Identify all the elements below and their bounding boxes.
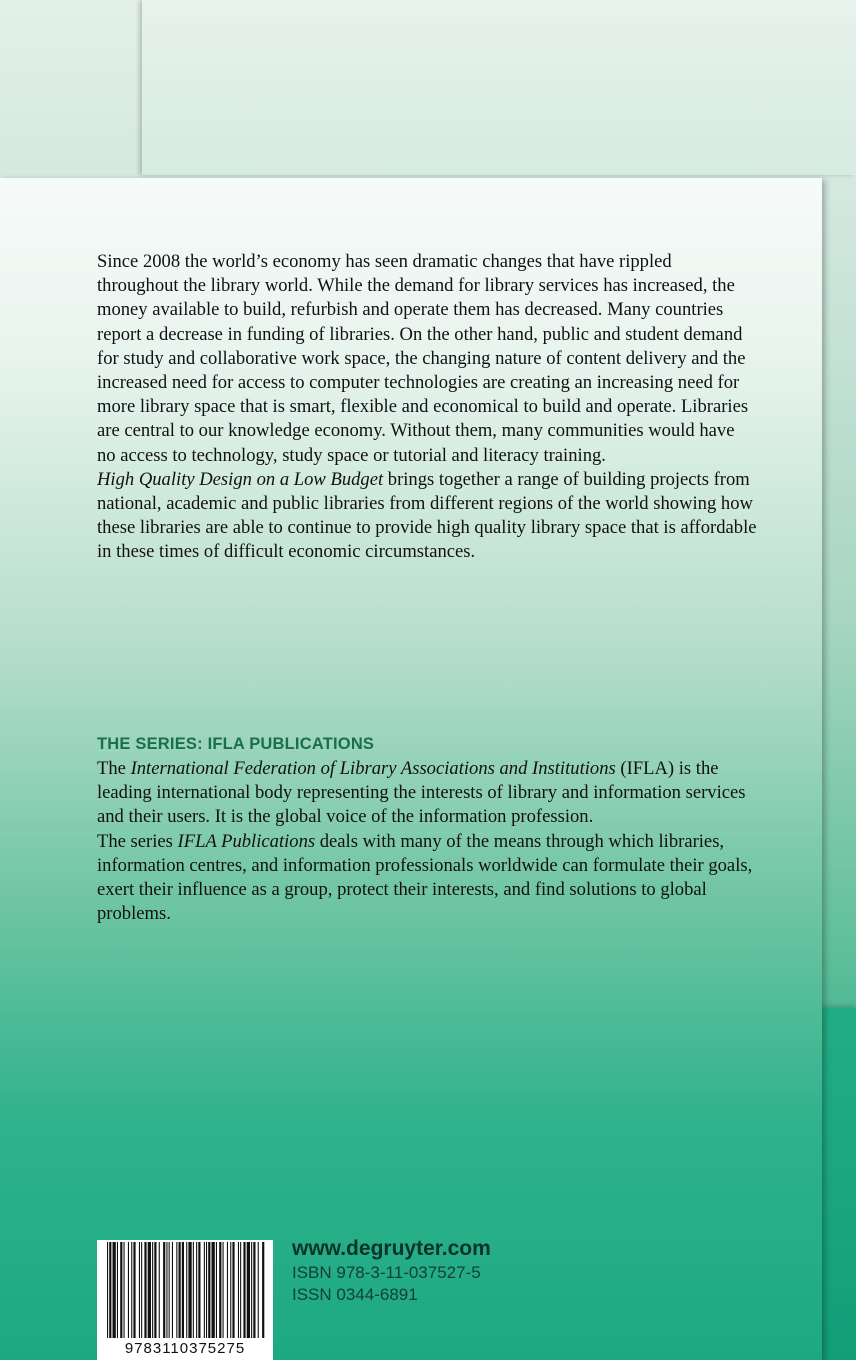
- barcode-bar: [139, 1242, 140, 1338]
- series-p2-rest: deals with many of the means through which libraries, information centres, and information professionals worldwide can formulate their goals, exert their influence as a group, protect their interests, and find solutions to global problems.: [97, 830, 753, 925]
- barcode-bar: [196, 1242, 197, 1338]
- barcode-bar: [193, 1242, 194, 1338]
- series-heading: THE SERIES: IFLA PUBLICATIONS: [97, 735, 375, 753]
- barcode-bar: [247, 1242, 250, 1338]
- blurb-paragraph-2: [97, 468, 757, 565]
- barcode-bar: [212, 1242, 215, 1338]
- barcode-bar: [154, 1242, 156, 1338]
- barcode-bar: [152, 1242, 153, 1338]
- barcode-bar: [240, 1242, 241, 1338]
- barcode-bar: [169, 1242, 170, 1338]
- barcode-bar: [109, 1242, 111, 1338]
- book-blurb: [97, 250, 757, 565]
- barcode-bar: [166, 1242, 167, 1338]
- barcode-bar: [131, 1242, 132, 1338]
- barcode-bar: [188, 1242, 191, 1338]
- barcode-bar: [253, 1242, 255, 1338]
- publisher-website-link[interactable]: www.degruyter.com: [292, 1237, 491, 1260]
- barcode-bar: [243, 1242, 245, 1338]
- barcode-digits: 9783110375275: [124, 1340, 246, 1357]
- barcode-bar: [144, 1242, 146, 1338]
- book-title: High Quality Design on a Low Budget: [97, 468, 384, 490]
- barcode-bar: [148, 1242, 151, 1338]
- series-p1-rest: (IFLA) is the leading international body representing the interests of library and information services and their users. It is the global voice of the information profession.: [97, 758, 746, 828]
- barcode-bar: [163, 1242, 165, 1338]
- barcode-bar: [230, 1242, 231, 1338]
- barcode-bar: [262, 1242, 264, 1338]
- isbn-number: ISBN 978-3-11-037527-5: [292, 1263, 481, 1282]
- barcode-bar: [219, 1242, 221, 1338]
- barcode-bar: [124, 1242, 125, 1338]
- barcode-bar: [176, 1242, 177, 1338]
- barcode-bar: [223, 1242, 224, 1338]
- barcode-bar: [198, 1242, 200, 1338]
- barcode-bars: [97, 1240, 273, 1340]
- background-sheet-right: [822, 1008, 856, 1360]
- barcode-bar: [179, 1242, 181, 1338]
- series-section: [97, 732, 757, 926]
- barcode-bar: [258, 1242, 259, 1338]
- series-paragraph-2: [97, 830, 757, 927]
- barcode-bar: [133, 1242, 135, 1338]
- publisher-info: [292, 1236, 491, 1306]
- barcode-bar: [216, 1242, 217, 1338]
- blurb-paragraph-2-text: brings together a range of building projects from national, academic and public libraries from different regions of the world showing how these libraries are able to continue to provide high quality library space that is affordable in these times of difficult economic circumstances.: [97, 468, 757, 563]
- barcode: [97, 1240, 273, 1360]
- barcode-bar: [159, 1242, 160, 1338]
- barcode-bar: [186, 1242, 187, 1338]
- barcode-bar: [232, 1242, 234, 1338]
- organization-name: International Federation of Library Associations and Institutions: [130, 758, 616, 779]
- barcode-bar: [117, 1242, 118, 1338]
- barcode-bar: [204, 1242, 205, 1338]
- series-name: IFLA Publications: [177, 830, 316, 852]
- background-sheet-top: [142, 0, 856, 175]
- series-paragraph-1: [97, 757, 757, 830]
- barcode-bar: [208, 1242, 210, 1338]
- blurb-paragraph-1: Since 2008 the world’s economy has seen dramatic changes that have rippled throughout the library world. While the demand for library services has increased, the money available to build, refurbish and operate them has decreased. Many countries report a decrease in funding of libraries. On the other hand, public and student demand for study and collaborative work space, the changing nature of content delivery and the increased need for access to computer technologies are creating an increasing need for more library space that is smart, flexible and economical to build and operate. Libraries are central to our knowledge economy. Without them, many communities would have no access to technology, study space or tutorial and literacy training.: [97, 251, 749, 466]
- issn-number: ISSN 0344-6891: [292, 1285, 418, 1304]
- barcode-bar: [113, 1242, 116, 1338]
- barcode-bar: [238, 1242, 239, 1338]
- barcode-bar: [251, 1242, 252, 1338]
- barcode-bar: [172, 1242, 173, 1338]
- barcode-bar: [120, 1242, 122, 1338]
- series-p2-start: The series: [97, 830, 178, 852]
- barcode-bar: [107, 1242, 108, 1338]
- barcode-bar: [141, 1242, 142, 1338]
- barcode-bar: [206, 1242, 207, 1338]
- barcode-bar: [182, 1242, 184, 1338]
- barcode-bar: [128, 1242, 129, 1338]
- barcode-bar: [227, 1242, 228, 1338]
- series-p1-start: The: [97, 758, 131, 779]
